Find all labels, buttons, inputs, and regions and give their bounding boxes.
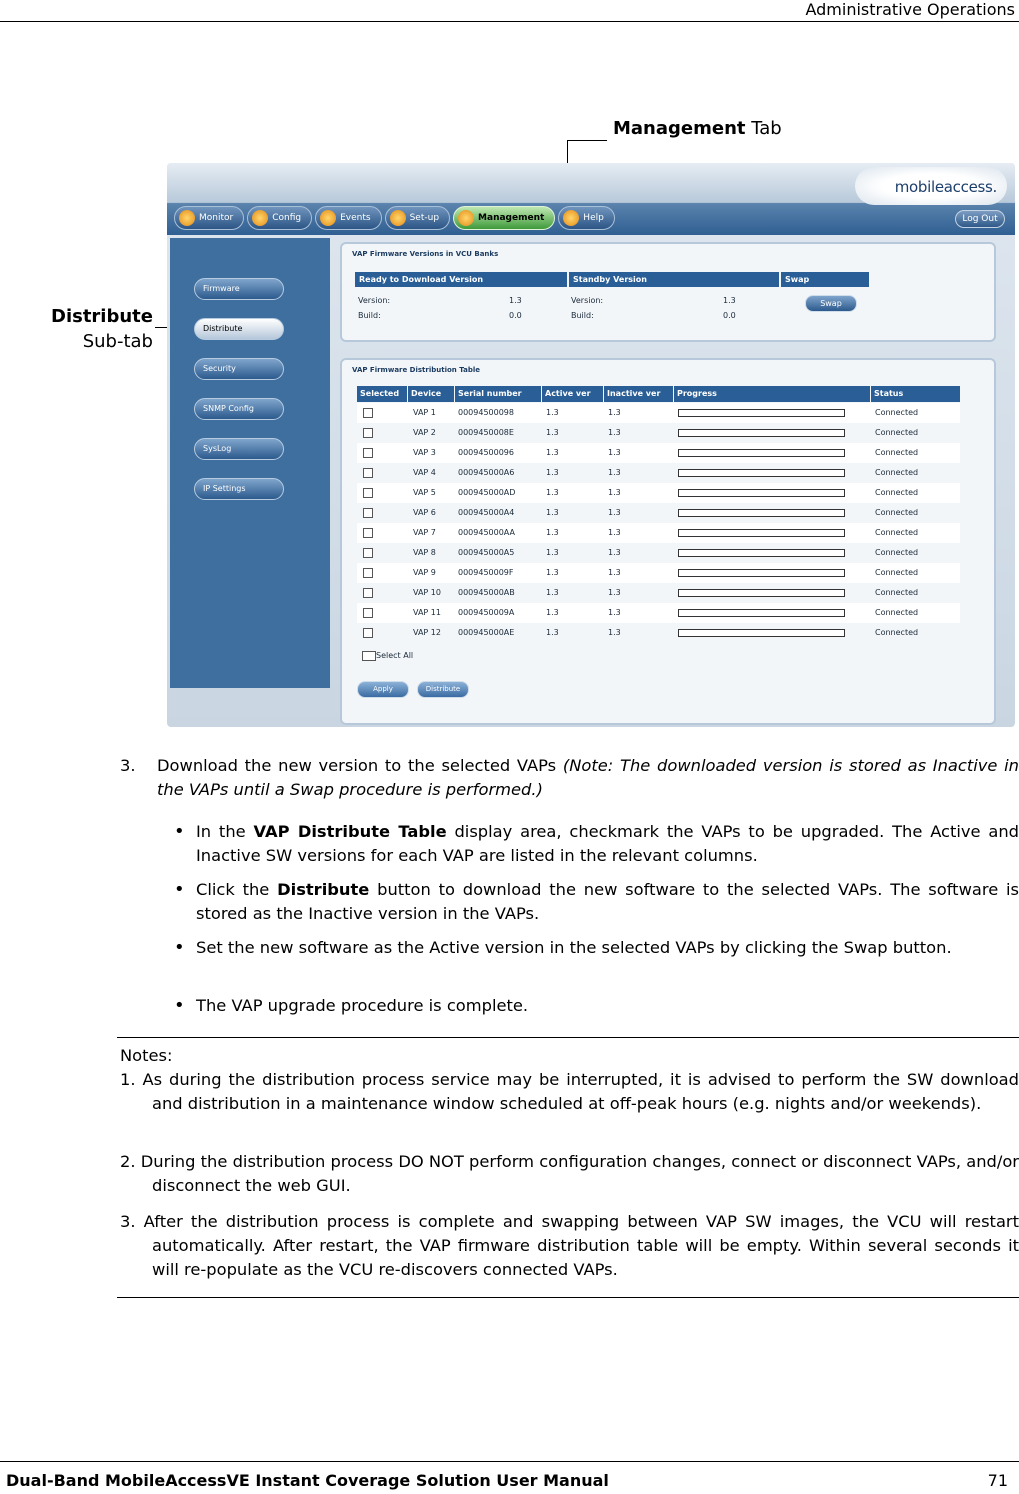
column-header: Device [408,386,454,402]
table-row: VAP 2 0009450008E 1.3 1.3 Connected [357,423,960,443]
table-row: VAP 10 000945000AB 1.3 1.3 Connected [357,583,960,603]
table-row: VAP 5 000945000AD 1.3 1.3 Connected [357,483,960,503]
step-text: Download the new version to the selected VAPs (Note: The downloaded version is stored as Inactive in the VAPs until a Swap procedure is performed.) [157,756,1019,799]
progress-bar [678,449,845,457]
logout-button[interactable]: Log Out [955,210,1005,228]
manual-title: Dual-Band MobileAccessVE Instant Coverage Solution User Manual [6,1471,609,1490]
apply-button[interactable]: Apply [357,681,409,698]
progress-bar [678,509,845,517]
table-row: VAP 7 000945000AA 1.3 1.3 Connected [357,523,960,543]
panel-title: VAP Firmware Distribution Table [352,366,480,374]
table-row: VAP 8 000945000A5 1.3 1.3 Connected [357,543,960,563]
wrench-icon [252,210,268,226]
note-2: 2. During the distribution process DO NOT perform configuration changes, connect or disconnect VAPs, and/or disconnect the web GUI. [120,1152,1019,1195]
row-checkbox[interactable] [363,408,373,418]
row-checkbox[interactable] [363,488,373,498]
row-checkbox[interactable] [363,508,373,518]
column-header: Progress [674,386,870,402]
panel-title: VAP Firmware Versions in VCU Banks [352,250,499,258]
progress-bar [678,629,845,637]
standby-build: 0.0 [723,311,736,320]
bullet-icon: • [174,879,185,900]
select-all-checkbox[interactable] [362,651,376,661]
bullet-3: Set the new software as the Active version in the selected VAPs by clicking the Swap button. [196,938,952,957]
row-checkbox[interactable] [363,588,373,598]
bullet-1: In the VAP Distribute Table display area, checkmark the VAPs to be upgraded. The Active and Inactive SW versions for each VAP are listed in the relevant columns. [196,822,1019,865]
bullet-4: The VAP upgrade procedure is complete. [196,996,529,1015]
distribution-table-panel [340,358,996,725]
distribute-button[interactable]: Distribute [417,681,469,698]
note-1: 1. As during the distribution process service may be interrupted, it is advised to perform the SW download and distribution in a maintenance window scheduled at off-peak hours (e.g. nights and/or weekends). [120,1070,1019,1113]
progress-bar [678,529,845,537]
bullet-icon: • [174,937,185,958]
row-checkbox[interactable] [363,428,373,438]
progress-bar [678,569,845,577]
table-row: VAP 9 0009450009F 1.3 1.3 Connected [357,563,960,583]
subtab-security[interactable]: Security [194,358,284,380]
tab-config[interactable]: Config [247,206,312,230]
build-label: Build: [571,311,594,320]
monitor-icon [179,210,195,226]
table-row: VAP 6 000945000A4 1.3 1.3 Connected [357,503,960,523]
table-body [342,403,982,647]
subtab-firmware[interactable]: Firmware [194,278,284,300]
table-row: VAP 11 0009450009A 1.3 1.3 Connected [357,603,960,623]
step-number: 3. [120,756,136,775]
table-row: VAP 12 000945000AE 1.3 1.3 Connected [357,623,960,643]
table-row: VAP 3 00094500096 1.3 1.3 Connected [357,443,960,463]
column-header: Inactive ver [604,386,673,402]
column-header: Serial number [455,386,541,402]
ready-version: 1.3 [509,296,522,305]
subtab-ip-settings[interactable]: IP Settings [194,478,284,500]
subtab-sidebar [170,238,330,688]
bullet-icon: • [174,995,185,1016]
subtab-distribute[interactable]: Distribute [194,318,284,340]
section-title: Administrative Operations [805,0,1015,19]
row-checkbox[interactable] [363,568,373,578]
column-header: Selected [357,386,407,402]
callout-rest: Sub-tab [82,331,153,352]
row-checkbox[interactable] [363,608,373,618]
setup-icon [390,210,406,226]
standby-version: 1.3 [723,296,736,305]
select-all[interactable]: Select All [364,651,413,660]
row-checkbox[interactable] [363,628,373,638]
tab-help[interactable]: Help [558,206,615,230]
table-row: VAP 4 000945000A6 1.3 1.3 Connected [357,463,960,483]
progress-bar [678,489,845,497]
subtab-snmp-config[interactable]: SNMP Config [194,398,284,420]
subtab-syslog[interactable]: SysLog [194,438,284,460]
management-tab-callout [613,118,782,139]
notes-title: Notes: [120,1046,173,1065]
callout-line [567,140,607,141]
notes-top-rule [117,1037,1019,1038]
version-label: Version: [358,296,391,305]
progress-bar [678,409,845,417]
row-checkbox[interactable] [363,468,373,478]
mobileaccess-logo: mobileaccess. [855,167,1007,205]
note-3: 3. After the distribution process is complete and swapping between VAP SW images, the VCU will restart automatically. After restart, the VAP firmware distribution table will be empty. Within several seconds it will re-populate as the VCU re-discovers connected VAPs. [120,1212,1019,1279]
progress-bar [678,589,845,597]
gui-screenshot [167,163,1015,727]
tab-setup[interactable]: Set-up [385,206,450,230]
column-header: Swap [781,272,869,287]
progress-bar [678,429,845,437]
version-label: Version: [571,296,604,305]
bullet-2: Click the Distribute button to download the new software to the selected VAPs. The software is stored as the Inactive version in the VAPs. [196,880,1019,923]
callout-bold: Distribute [51,306,153,327]
swap-button[interactable]: Swap [805,295,857,312]
callout-bold: Management [613,118,746,139]
main-tabs [174,206,615,230]
distribute-subtab-callout [6,304,153,354]
ready-build: 0.0 [509,311,522,320]
column-header: Ready to Download Version [355,272,567,287]
tab-events[interactable]: Events [315,206,381,230]
management-icon [458,210,474,226]
page-footer [0,1461,1019,1494]
row-checkbox[interactable] [363,548,373,558]
help-icon [563,210,579,226]
events-icon [320,210,336,226]
page-number: 71 [987,1471,1008,1490]
bullet-icon: • [174,821,185,842]
page-header [0,0,1019,22]
progress-bar [678,609,845,617]
vcu-banks-panel [340,242,996,342]
table-row: VAP 1 00094500098 1.3 1.3 Connected [357,403,960,423]
notes-bottom-rule [117,1297,1019,1298]
progress-bar [678,469,845,477]
build-label: Build: [358,311,381,320]
column-header: Status [871,386,960,402]
tab-management[interactable]: Management [453,206,555,230]
callout-rest: Tab [745,118,782,139]
progress-bar [678,549,845,557]
column-header: Active ver [542,386,603,402]
column-header: Standby Version [569,272,779,287]
row-checkbox[interactable] [363,528,373,538]
row-checkbox[interactable] [363,448,373,458]
tab-monitor[interactable]: Monitor [174,206,244,230]
